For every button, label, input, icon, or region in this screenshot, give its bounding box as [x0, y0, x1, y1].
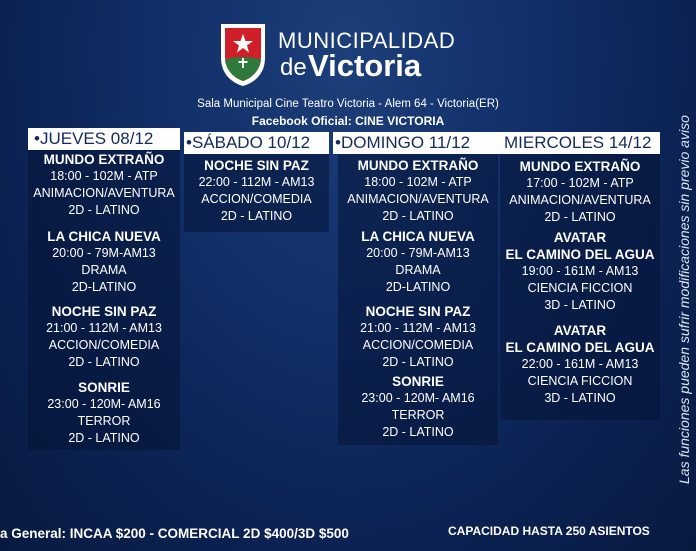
movie-block — [500, 322, 660, 407]
capacity-info: CAPACIDAD HASTA 250 ASIENTOS — [448, 524, 650, 538]
movie-line: 21:00 - 112M - AM13 — [46, 321, 162, 335]
movie-block — [500, 158, 660, 226]
movie-line: 3D - LATINO — [544, 391, 616, 405]
day-header-sabado: •SÁBADO 10/12 — [184, 132, 329, 154]
movie-subtitle: EL CAMINO DEL AGUA — [505, 247, 655, 262]
movie-line: 20:00 - 79M-AM13 — [52, 246, 156, 260]
movie-line: 22:00 - 112M - AM13 — [198, 175, 315, 189]
movie-block — [336, 157, 500, 225]
movie-line: CIENCIA FICCION — [527, 281, 633, 295]
movie-block — [28, 379, 180, 447]
movie-line: 23:00 - 120M- AM16 — [361, 391, 475, 405]
logo-de: de — [280, 54, 307, 81]
day-header-jueves: •JUEVES 08/12 — [28, 128, 180, 150]
movie-line: 20:00 - 79M-AM13 — [366, 246, 470, 260]
movie-subtitle: EL CAMINO DEL AGUA — [505, 340, 655, 355]
movie-block — [28, 303, 180, 371]
movie-block — [336, 228, 500, 296]
movie-line: 2D-LATINO — [71, 280, 137, 294]
movie-title: AVATAR — [553, 323, 607, 338]
movie-block — [28, 228, 180, 296]
venue-text: Sala Municipal Cine Teatro Victoria - Alem 64 - Victoria(ER) — [197, 98, 499, 110]
municipal-logo — [218, 20, 478, 92]
movie-line: 2D - LATINO — [68, 355, 140, 369]
movie-line: 2D - LATINO — [544, 210, 616, 224]
movie-title: NOCHE SIN PAZ — [51, 304, 157, 319]
movie-title: NOCHE SIN PAZ — [365, 304, 471, 319]
movie-line: 18:00 - 102M - ATP — [50, 169, 158, 183]
movie-title: SONRIE — [392, 374, 444, 389]
movie-line: ANIMACION/AVENTURA — [509, 193, 651, 207]
movie-line: ANIMACION/AVENTURA — [33, 186, 175, 200]
day-header-miercoles: MIERCOLES 14/12 — [496, 132, 660, 154]
movie-line: TERROR — [77, 414, 131, 428]
municipal-seal-icon — [218, 20, 268, 88]
movie-title: SONRIE — [78, 380, 130, 395]
movie-title: AVATAR — [553, 230, 607, 245]
movie-line: TERROR — [391, 408, 445, 422]
movie-title: MUNDO EXTRAÑO — [43, 152, 165, 167]
movie-line: 2D - LATINO — [382, 425, 454, 439]
movie-line: 3D - LATINO — [544, 298, 616, 312]
logo-line2: Victoria — [308, 48, 422, 83]
movie-line: DRAMA — [395, 263, 441, 277]
movie-title: NOCHE SIN PAZ — [204, 158, 309, 173]
movie-line: 2D - LATINO — [382, 209, 454, 223]
movie-line: ANIMACION/AVENTURA — [347, 192, 489, 206]
movie-line: 2D - LATINO — [68, 203, 140, 217]
movie-line: 2D - LATINO — [382, 355, 454, 369]
facebook-text: Facebook Oficial: CINE VICTORIA — [251, 114, 445, 128]
movie-line: 2D - LATINO — [220, 209, 293, 223]
movie-block — [336, 373, 500, 441]
movie-line: CIENCIA FICCION — [527, 374, 633, 388]
movie-line: 23:00 - 120M- AM16 — [47, 397, 161, 411]
logo-line1: MUNICIPALIDAD — [278, 28, 456, 53]
movie-title: MUNDO EXTRAÑO — [519, 159, 641, 174]
movie-line: 19:00 - 161M - AM13 — [521, 264, 639, 278]
movie-line: ACCION/COMEDIA — [48, 338, 160, 352]
movie-line: ACCION/COMEDIA — [201, 192, 312, 206]
movie-line: 18:00 - 102M - ATP — [364, 175, 472, 189]
movie-line: 2D-LATINO — [385, 280, 451, 294]
side-note: Las funciones pueden sufrir modificaciones sin previo aviso — [676, 115, 692, 484]
movie-line: 21:00 - 112M - AM13 — [360, 321, 476, 335]
movie-title: LA CHICA NUEVA — [361, 229, 475, 244]
price-info: a General: INCAA $200 - COMERCIAL 2D $400/3D $500 — [0, 526, 349, 541]
movie-line: 2D - LATINO — [68, 431, 140, 445]
movie-block — [28, 151, 180, 219]
movie-line: 17:00 - 102M - ATP — [526, 176, 634, 190]
movie-block — [500, 229, 660, 314]
movie-line: DRAMA — [81, 263, 127, 277]
movie-title: MUNDO EXTRAÑO — [357, 158, 479, 173]
movie-line: 22:00 - 161M - AM13 — [521, 357, 639, 371]
movie-title: LA CHICA NUEVA — [47, 229, 161, 244]
movie-line: ACCION/COMEDIA — [362, 338, 474, 352]
movie-block — [184, 157, 329, 225]
movie-block — [336, 303, 500, 371]
day-header-domingo: •DOMINGO 11/12 — [333, 132, 496, 154]
